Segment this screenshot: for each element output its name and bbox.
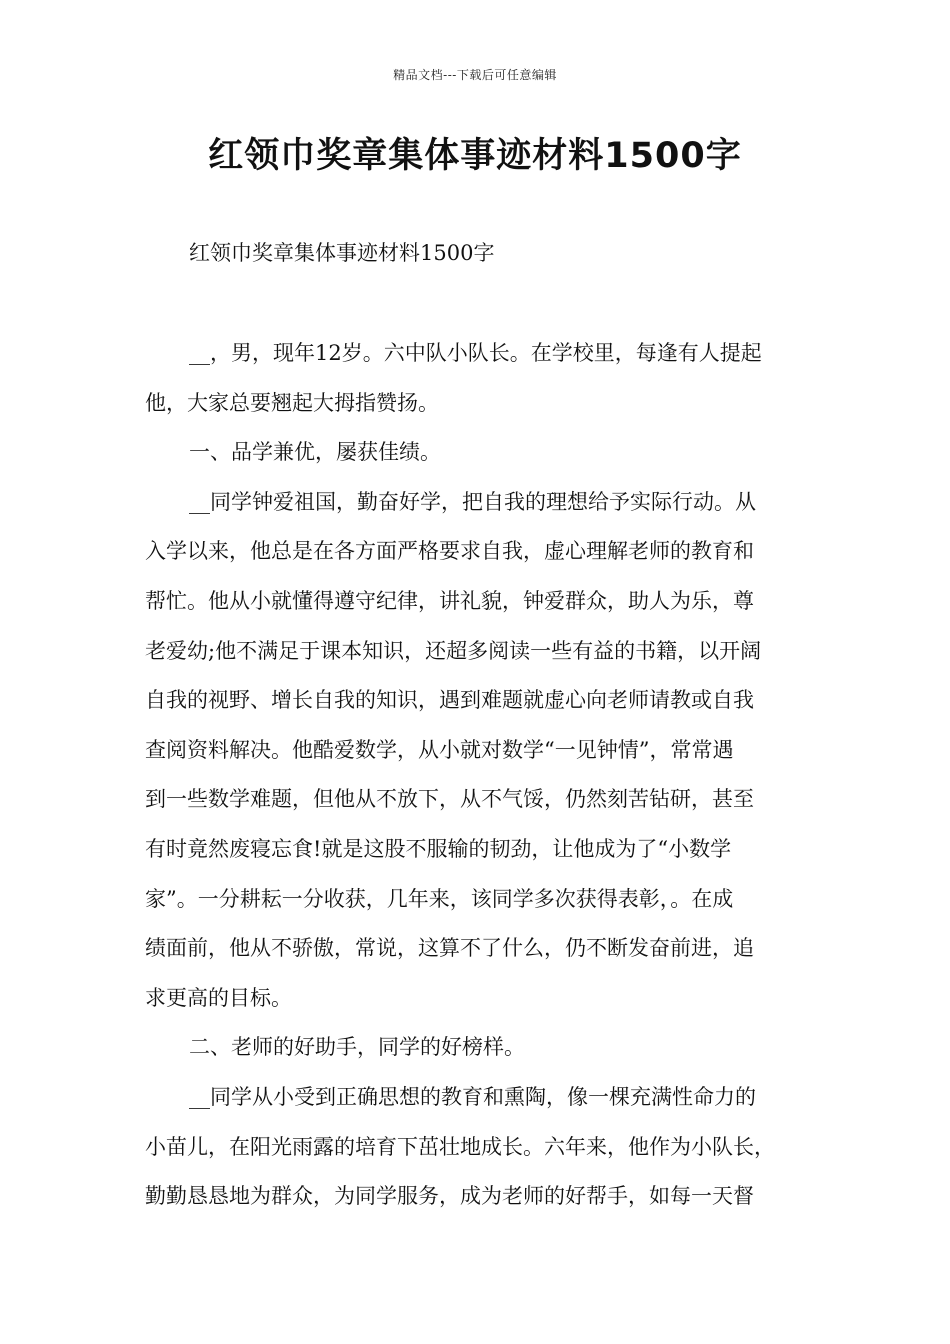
header-note: 精品文档---下载后可任意编辑 — [393, 68, 557, 82]
document-title: 红领巾奖章集体事迹材料1500字 — [208, 136, 742, 176]
body-line: 小苗儿，在阳光雨露的培育下茁壮地成长。六年来，他作为小队长， — [145, 1134, 775, 1159]
body-line: 勤勤恳恳地为群众，为同学服务，成为老师的好帮手，如每一天督 — [145, 1184, 754, 1209]
body-line: 家”。一分耕耘一分收获，几年来，该同学多次获得表彰，。在成 — [145, 886, 734, 911]
section-heading: 一、品学兼优，屡获佳绩。 — [189, 440, 441, 465]
section-heading: 二、老师的好助手，同学的好榜样。 — [189, 1035, 525, 1060]
body-line: 老爱幼;他不满足于课本知识，还超多阅读一些有益的书籍，以开阔 — [145, 638, 762, 663]
body-line: 自我的视野、增长自我的知识，遇到难题就虚心向老师请教或自我 — [145, 688, 754, 713]
body-line: 帮忙。他从小就懂得遵守纪律，讲礼貌，钟爱群众，助人为乐，尊 — [145, 588, 754, 613]
body-line: 入学以来，他总是在各方面严格要求自我，虚心理解老师的教育和 — [145, 539, 754, 564]
body-line: 有时竟然废寝忘食!就是这股不服输的韧劲，让他成为了“小数学 — [145, 836, 732, 861]
body-line: __同学钟爱祖国，勤奋好学，把自我的理想给予实际行动。从 — [189, 489, 756, 514]
document-subtitle: 红领巾奖章集体事迹材料1500字 — [189, 241, 495, 265]
document-body — [145, 329, 825, 1222]
body-line: 查阅资料解决。他酷爱数学，从小就对数学“一见钟情”，常常遇 — [145, 737, 734, 762]
body-line: 绩面前，他从不骄傲，常说，这算不了什么，仍不断发奋前进，追 — [145, 936, 754, 961]
body-line: 求更高的目标。 — [145, 985, 292, 1010]
body-line: 他，大家总要翘起大拇指赞扬。 — [145, 390, 439, 415]
body-line: __同学从小受到正确思想的教育和熏陶，像一棵充满性命力的 — [189, 1084, 756, 1109]
body-line: __，男，现年12岁。六中队小队长。在学校里，每逢有人提起 — [189, 341, 762, 365]
body-line: 到一些数学难题，但他从不放下，从不气馁，仍然刻苦钻研，甚至 — [145, 787, 754, 812]
